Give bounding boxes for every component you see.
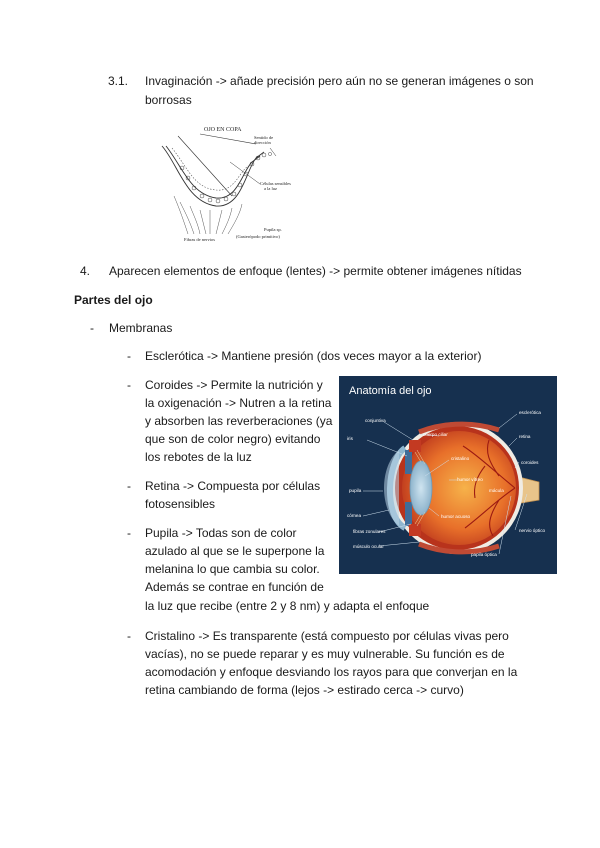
eye-anatomy-figure	[339, 376, 557, 574]
eye-anatomy-illustration	[339, 376, 557, 574]
bullet-cristalino: -	[127, 629, 131, 643]
label-nervio-optico: nervio óptico	[519, 528, 546, 533]
label-retina: retina	[519, 434, 531, 439]
pupila-line-4: Además se contrae en función de	[145, 580, 324, 594]
bullet-pupila: -	[127, 526, 131, 540]
cristalino-line-4: retina cambiando de forma (lejos -> estirado cerca -> curvo)	[145, 683, 464, 697]
cup-label-pupila-2: (Gasterópodo primitivo)	[236, 234, 280, 239]
label-cuerpo-ciliar: cuerpo ciliar	[423, 432, 448, 437]
coroides-line-5: los rebotes de la luz	[145, 450, 252, 464]
cup-eye-illustration	[160, 122, 306, 246]
label-macula: mácula	[489, 488, 504, 493]
label-pupila: pupila	[349, 488, 362, 493]
cup-eye-diagram	[160, 122, 306, 246]
label-cristalino: cristalino	[451, 456, 470, 461]
coroides-line-1: Coroides -> Permite la nutrición y	[145, 378, 323, 392]
pupila-line-2: azulado al que se le superpone la	[145, 544, 325, 558]
cristalino-line-3: acomodación y enfoque desviando los rayos para que converjan en la	[145, 665, 518, 679]
label-esclerotica: esclerótica	[519, 410, 541, 415]
item-3-1-text-line1: Invaginación -> añade precisión pero aún no se generan imágenes o son	[145, 74, 534, 88]
cristalino-line-1: Cristalino -> Es transparente (está compuesto por células vivas pero	[145, 629, 509, 643]
label-iris: iris	[347, 436, 353, 441]
pupila-line-1: Pupila -> Todas son de color	[145, 526, 297, 540]
item-3-1-text-line2: borrosas	[145, 93, 192, 107]
label-coroides: coroides	[521, 460, 539, 465]
retina-line-2: fotosensibles	[145, 497, 216, 511]
membranas-dash: -	[90, 321, 94, 335]
list-number-3-1: 3.1.	[108, 74, 129, 88]
cup-label-sentido: Sentido de	[254, 135, 274, 140]
bullet-esclerotica: -	[127, 349, 131, 363]
label-cornea: córnea	[347, 513, 362, 518]
pupila-line-5: la luz que recibe (entre 2 y 8 nm) y adapta el enfoque	[145, 599, 430, 613]
cup-label-pupila: Pupila sp.	[264, 227, 282, 232]
cup-title: OJO EN COPA	[204, 127, 242, 133]
section-heading: Partes del ojo	[74, 293, 153, 307]
label-conjuntiva: conjuntiva	[365, 418, 386, 423]
cristalino-line-2: vacías), no se puede reparar y es muy vulnerable. Su función es de	[145, 647, 505, 661]
label-humor-vitreo: humor vítreo	[457, 477, 483, 482]
bullet-retina: -	[127, 479, 131, 493]
cup-label-celulas: Células sensibles	[260, 181, 291, 186]
label-humor-acuoso: humor acuoso	[441, 514, 471, 519]
item-4-text: Aparecen elementos de enfoque (lentes) -> permite obtener imágenes nítidas	[109, 264, 522, 278]
coroides-line-3: y absorben las reverberaciones (ya	[145, 414, 333, 428]
membranas-label: Membranas	[109, 321, 173, 335]
cup-label-fibras: Fibras de nervios	[184, 237, 215, 242]
coroides-line-4: que son de color negro) evitando	[145, 432, 321, 446]
pupila-line-3: melanina lo que cambia su color.	[145, 562, 320, 576]
bullet-coroides: -	[127, 378, 131, 392]
label-fibras-zonulares: fibras zonulares	[353, 529, 386, 534]
label-musculo: músculo ocular	[353, 544, 384, 549]
label-papila-optica: papila óptica	[471, 552, 497, 557]
cup-label-celulas-2: a la luz	[264, 186, 277, 191]
cup-label-sentido-2: dirección	[254, 140, 271, 145]
coroides-line-2: la oxigenación -> Nutren a la retina	[145, 396, 332, 410]
esclerotica-text: Esclerótica -> Mantiene presión (dos veces mayor a la exterior)	[145, 349, 482, 363]
retina-line-1: Retina -> Compuesta por células	[145, 479, 321, 493]
list-number-4: 4.	[80, 264, 91, 278]
eye-figure-title: Anatomía del ojo	[349, 385, 432, 397]
